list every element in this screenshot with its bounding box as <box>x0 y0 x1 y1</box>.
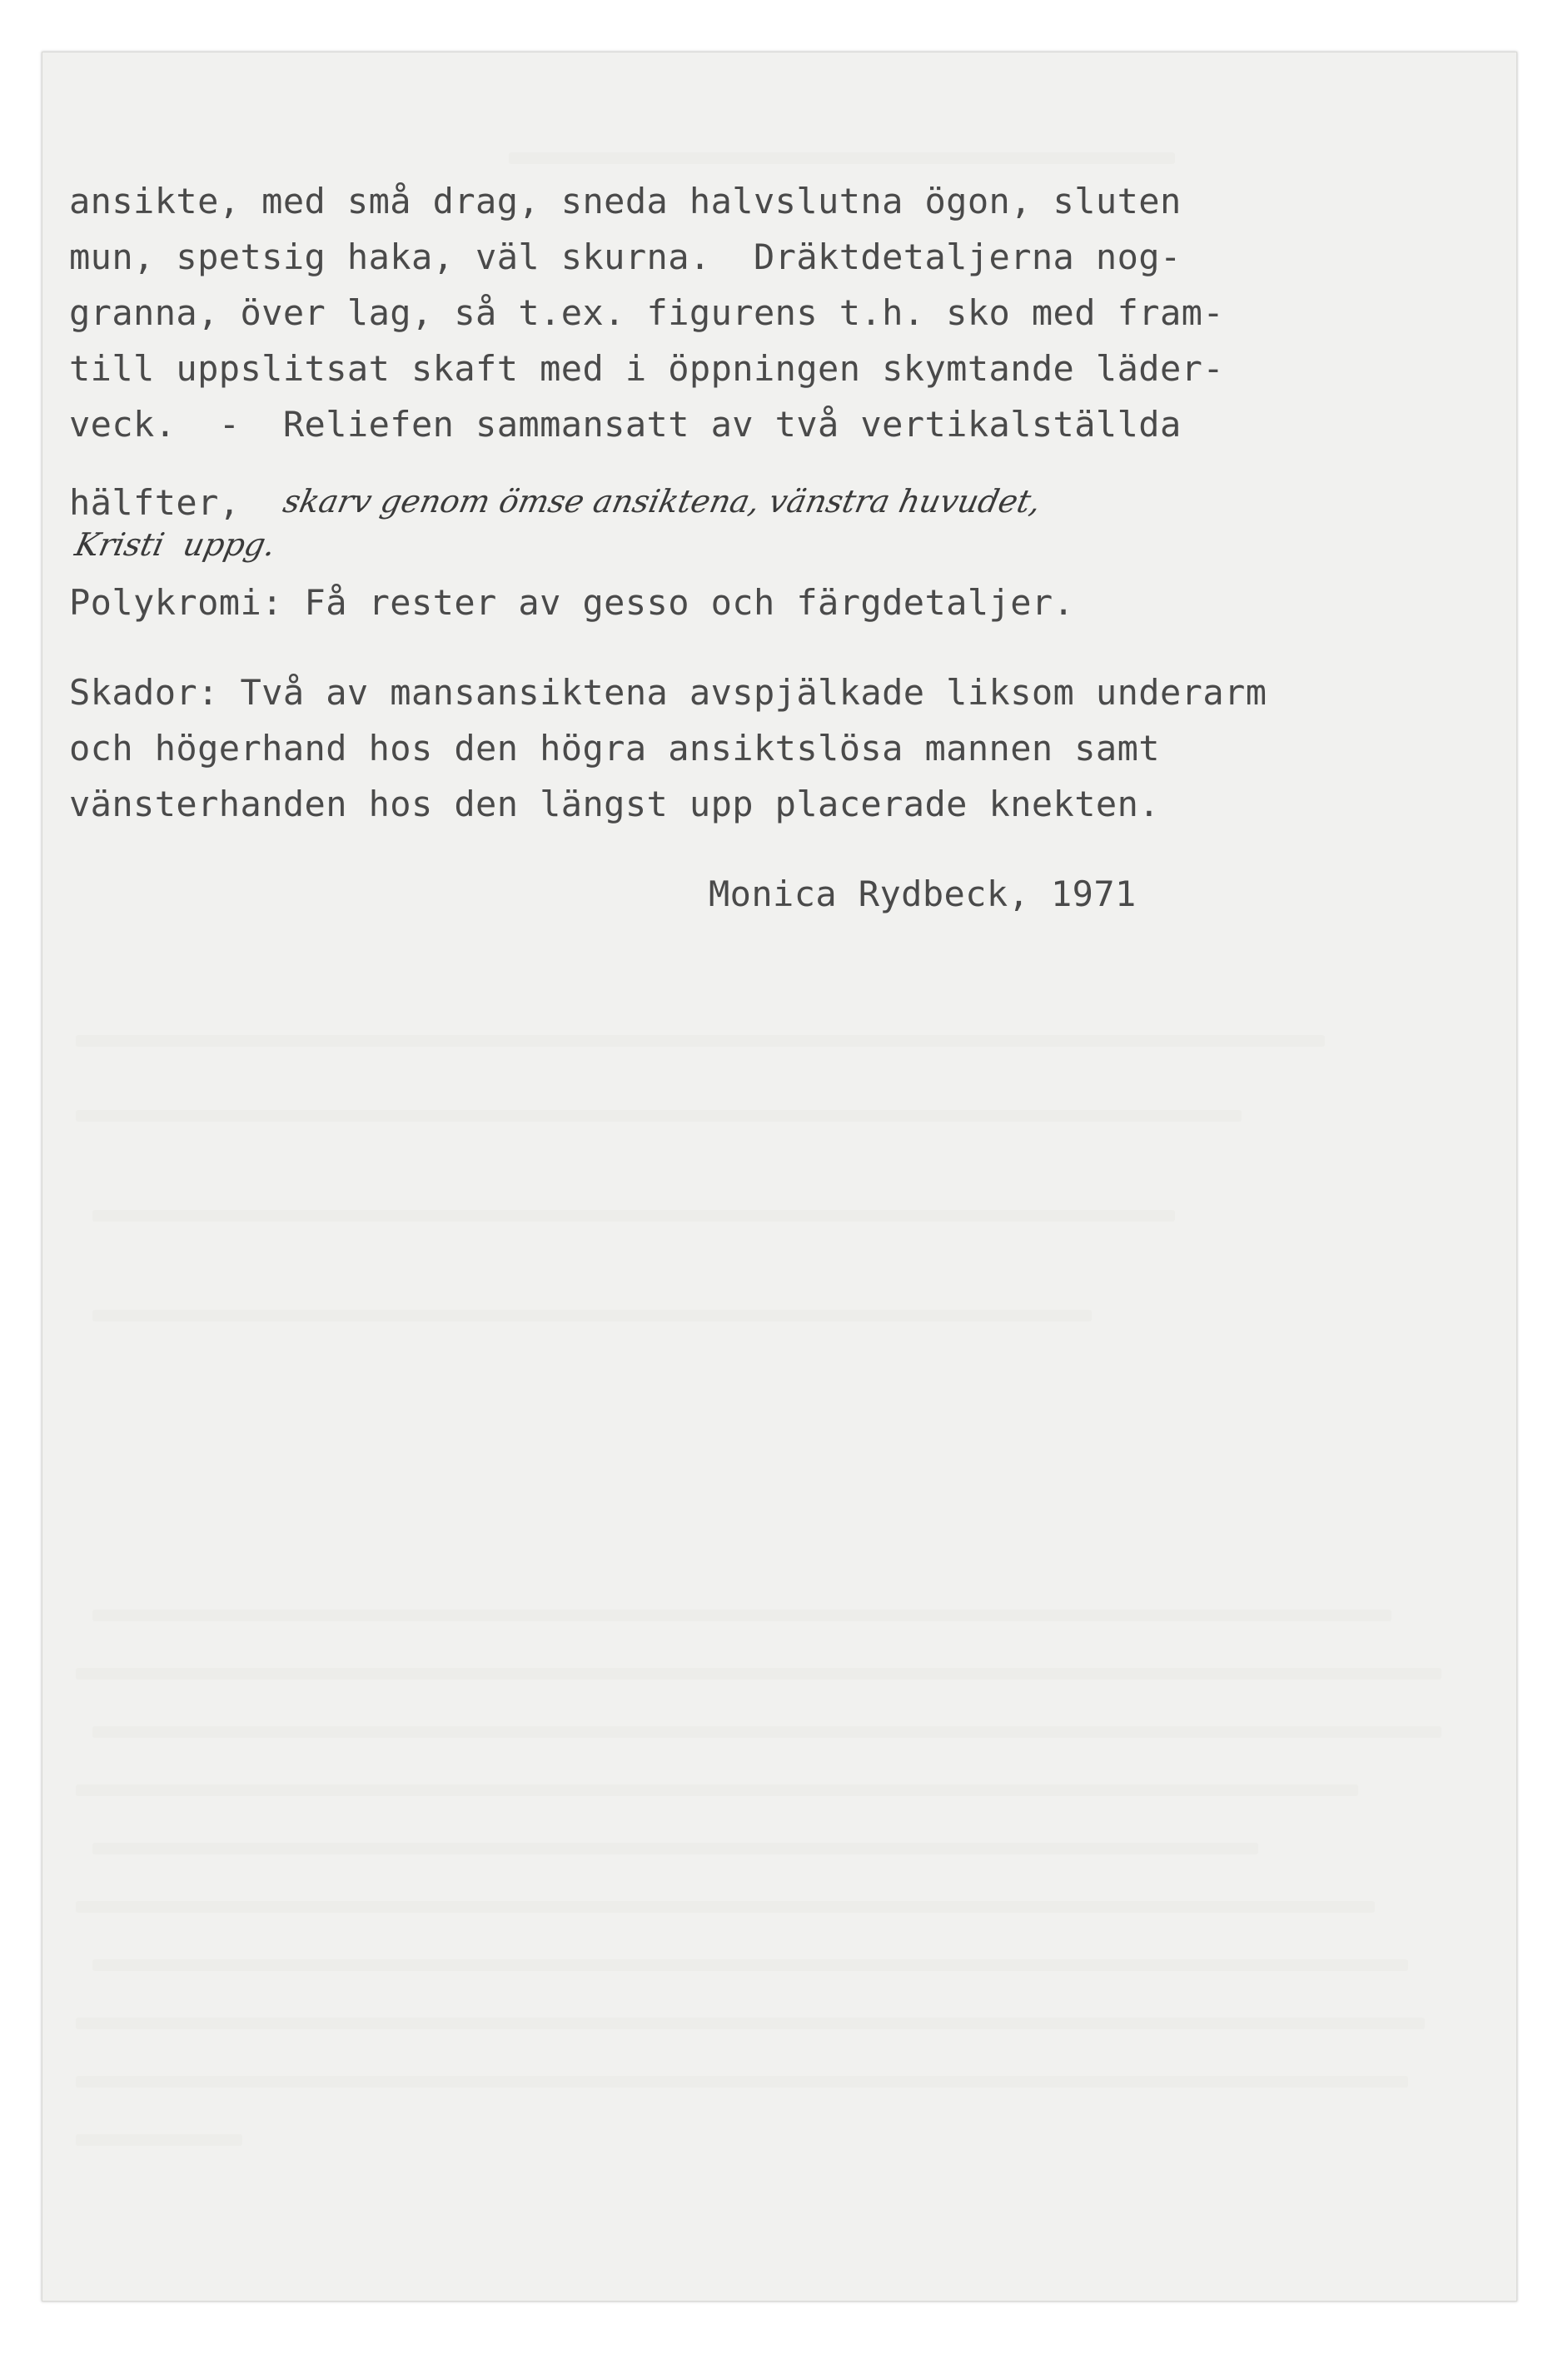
text-line: ansikte, med små drag, sneda halvslutna ögon, sluten <box>69 181 1182 221</box>
text-line: Polykromi: Få rester av gesso och färgdetaljer. <box>69 582 1075 623</box>
text-line: mun, spetsig haka, väl skurna. Dräktdetaljerna nog- <box>69 236 1182 277</box>
text-line: veck. - Reliefen sammansatt av två vertikalställda <box>69 404 1182 445</box>
bleed-through-line <box>76 2018 1425 2029</box>
handwritten-annotation: Kristi uppg. <box>72 526 280 563</box>
bleed-through-line <box>76 2076 1408 2088</box>
text-line: till uppslitsat skaft med i öppningen skymtande läder- <box>69 348 1225 389</box>
bleed-through-line <box>76 1110 1242 1122</box>
bleed-through-line <box>92 1310 1092 1321</box>
bleed-through-line <box>76 1901 1375 1913</box>
text-line: hälfter, <box>69 482 241 523</box>
text-line: och högerhand hos den högra ansiktslösa mannen samt <box>69 728 1160 769</box>
text-line: Skador: Två av mansansiktena avspjälkade liksom underarm <box>69 672 1267 713</box>
bleed-through-line <box>76 1668 1441 1680</box>
document-page <box>42 52 1517 2302</box>
bleed-through-line <box>76 1784 1358 1796</box>
bleed-through-line <box>76 1035 1325 1047</box>
bleed-through-line <box>76 2134 242 2146</box>
bleed-through-line <box>92 1843 1258 1854</box>
signature: Monica Rydbeck, 1971 <box>709 873 1137 914</box>
text-line: granna, över lag, så t.ex. figurens t.h. sko med fram- <box>69 292 1225 333</box>
bleed-through-line <box>92 1610 1391 1621</box>
text-line: vänsterhanden hos den längst upp placerade knekten. <box>69 784 1160 824</box>
bleed-through-line <box>92 1959 1408 1971</box>
bleed-through-line <box>509 152 1175 164</box>
bleed-through-line <box>92 1726 1441 1738</box>
handwritten-annotation: skarv genom ömse ansiktena, vänstra huvudet, <box>280 483 1045 520</box>
bleed-through-line <box>92 1210 1175 1222</box>
